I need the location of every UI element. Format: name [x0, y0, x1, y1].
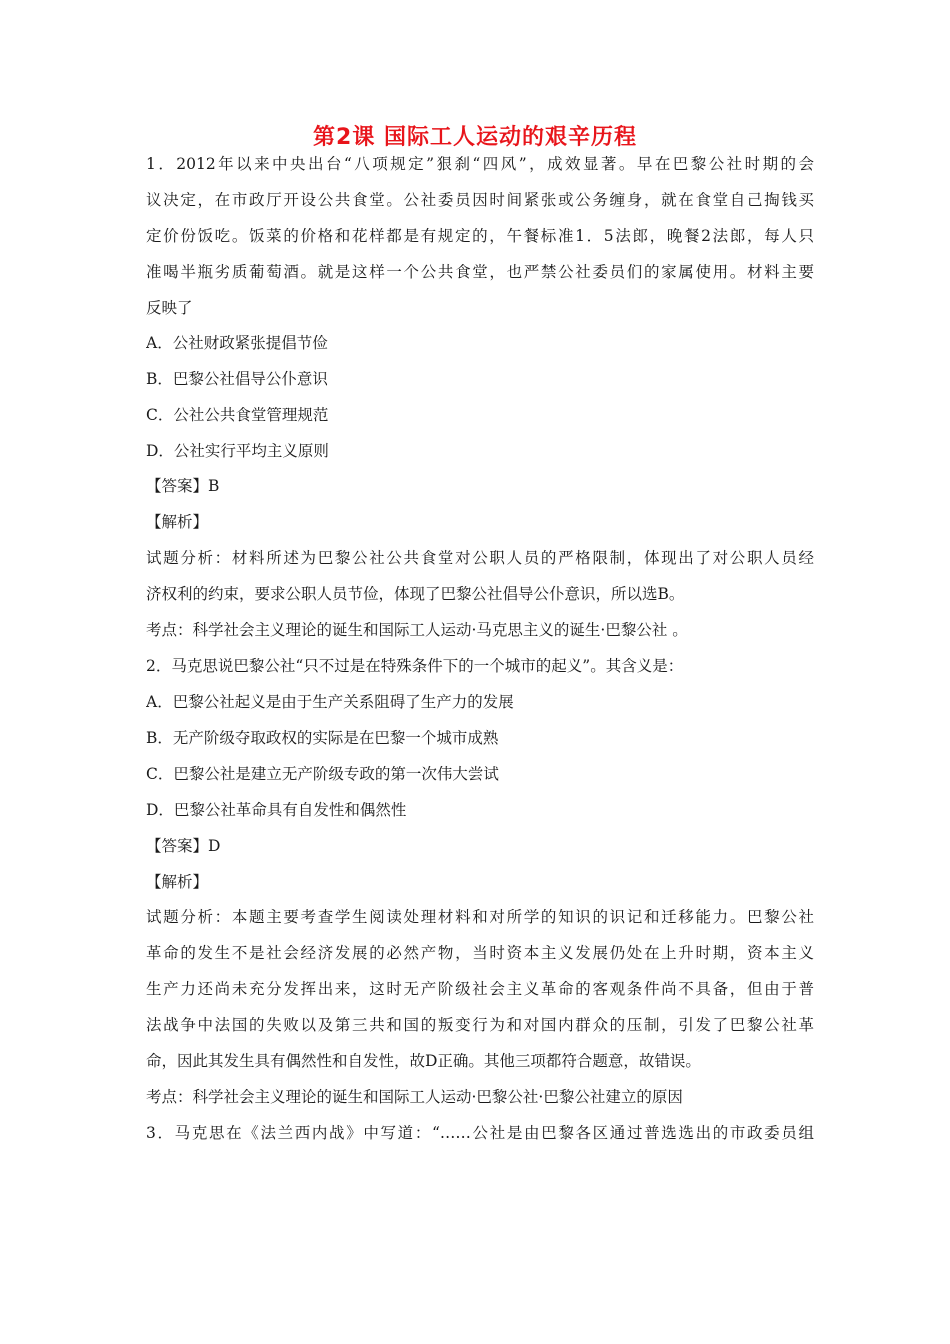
- q1-analysis-line: 试题分析：材料所述为巴黎公社公共食堂对公职人员的严格限制，体现出了对公职人员经: [146, 549, 814, 567]
- q2-analysis-line: 命，因此其发生具有偶然性和自发性，故D正确。其他三项都符合题意，故错误。: [146, 1052, 701, 1070]
- q2-answer: 【答案】D: [146, 837, 221, 855]
- q1-stem-line: 议决定，在市政厅开设公共食堂。公社委员因时间紧张或公务缠身，就在食堂自己掏钱买: [146, 191, 814, 209]
- q2-stem-line: 2．马克思说巴黎公社“只不过是在特殊条件下的一个城市的起义”。其含义是：: [146, 657, 684, 675]
- q1-stem-line: 反映了: [146, 299, 193, 317]
- q1-option-b: B．巴黎公社倡导公仆意识: [146, 370, 328, 388]
- q2-option-d: D．巴黎公社革命具有自发性和偶然性: [146, 801, 407, 819]
- q1-option-a: A．公社财政紧张提倡节俭: [146, 334, 328, 352]
- q2-kaodian: 考点：科学社会主义理论的诞生和国际工人运动·巴黎公社·巴黎公社建立的原因: [146, 1088, 683, 1106]
- q2-analysis-label: 【解析】: [146, 873, 209, 891]
- q1-option-c: C．公社公共食堂管理规范: [146, 406, 329, 424]
- q2-analysis-line: 革命的发生不是社会经济发展的必然产物，当时资本主义发展仍处在上升时期，资本主义: [146, 944, 814, 962]
- q1-stem-line: 准喝半瓶劣质葡萄酒。就是这样一个公共食堂，也严禁公社委员们的家属使用。材料主要: [146, 263, 814, 281]
- q2-option-a: A．巴黎公社起义是由于生产关系阻碍了生产力的发展: [146, 693, 514, 711]
- q2-analysis-line: 试题分析：本题主要考查学生阅读处理材料和对所学的知识的识记和迁移能力。巴黎公社: [146, 908, 814, 926]
- q2-analysis-line: 生产力还尚未充分发挥出来，这时无产阶级社会主义革命的客观条件尚不具备，但由于普: [146, 980, 814, 998]
- q1-analysis-label: 【解析】: [146, 513, 209, 531]
- q1-option-d: D．公社实行平均主义原则: [146, 442, 329, 460]
- page-title: 第2课 国际工人运动的艰辛历程: [313, 125, 637, 150]
- q1-stem-line: 定价份饭吃。饭菜的价格和花样都是有规定的，午餐标准1．5法郎，晚餐2法郎，每人只: [146, 227, 814, 245]
- q2-option-b: B．无产阶级夺取政权的实际是在巴黎一个城市成熟: [146, 729, 499, 747]
- q1-stem-line: 1．2012年以来中央出台“八项规定”狠刹“四风”，成效显著。早在巴黎公社时期的会: [146, 155, 814, 173]
- q1-analysis-line: 济权利的约束，要求公职人员节俭，体现了巴黎公社倡导公仆意识，所以选B。: [146, 585, 685, 603]
- q2-analysis-line: 法战争中法国的失败以及第三共和国的叛变行为和对国内群众的压制，引发了巴黎公社革: [146, 1016, 814, 1034]
- q1-kaodian: 考点：科学社会主义理论的诞生和国际工人运动·马克思主义的诞生·巴黎公社 。: [146, 621, 688, 639]
- q3-stem-line: 3．马克思在《法兰西内战》中写道：“……公社是由巴黎各区通过普选选出的市政委员组: [146, 1124, 814, 1142]
- q2-option-c: C．巴黎公社是建立无产阶级专政的第一次伟大尝试: [146, 765, 499, 783]
- q1-answer: 【答案】B: [146, 477, 220, 495]
